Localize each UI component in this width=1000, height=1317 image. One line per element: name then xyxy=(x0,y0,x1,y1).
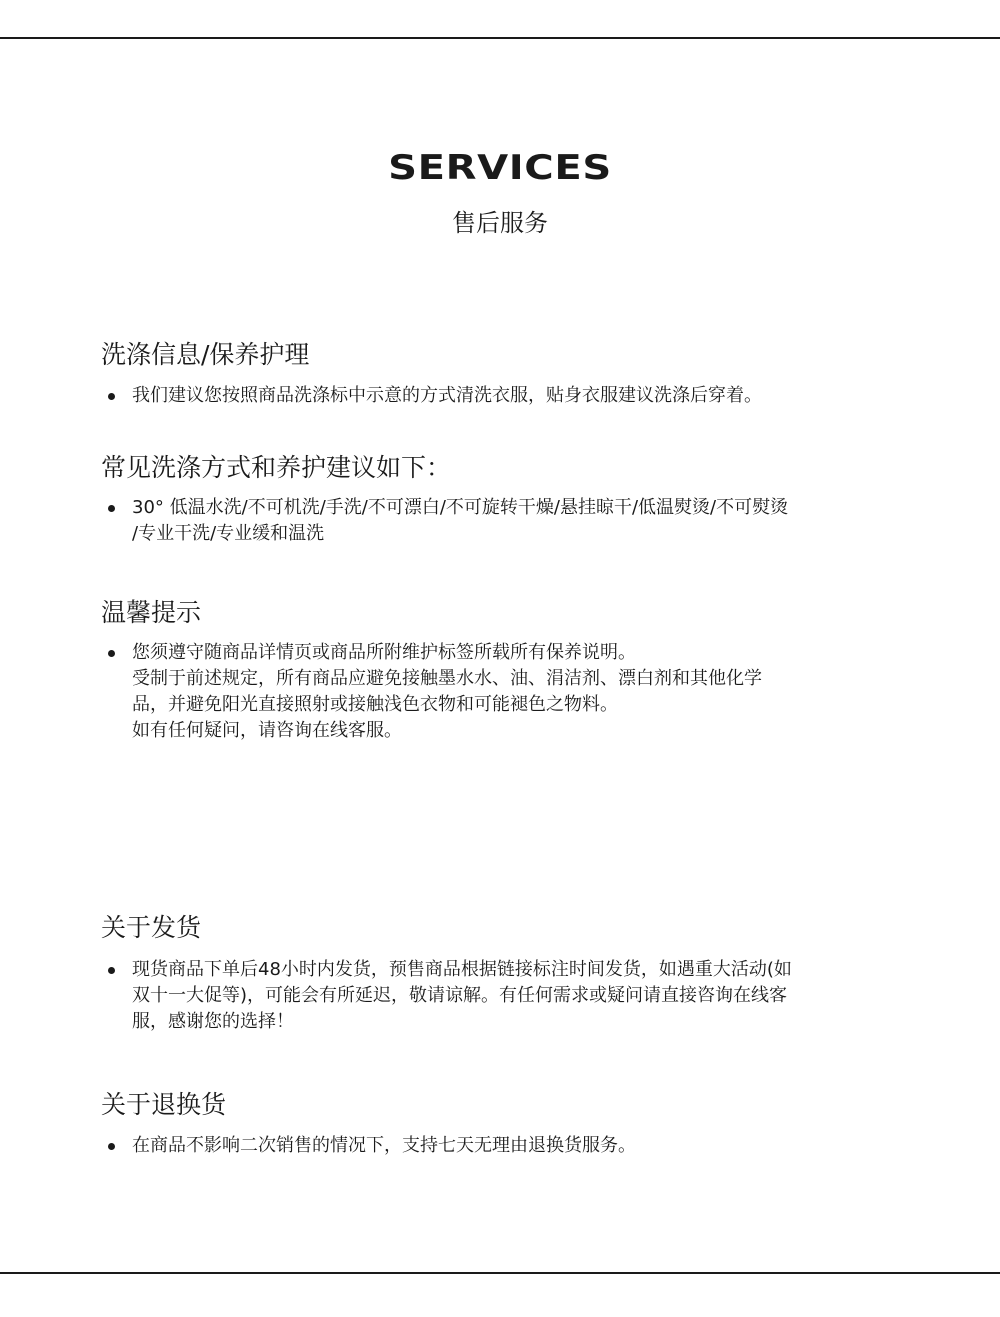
list-item-text: 受制于前述规定，所有商品应避免接触墨水水、油、涓洁剂、漂白剂和其他化学 xyxy=(132,668,762,689)
list-item-text: 双十一大促等)，可能会有所延迟，敬请谅解。有任何需求或疑问请直接咨询在线客 xyxy=(132,985,788,1006)
bullet-list xyxy=(0,640,1000,744)
list-item xyxy=(0,495,910,547)
bullet-list xyxy=(0,383,1000,409)
list-item-text: 您须遵守随商品详情页或商品所附维护标签所载所有保养说明。 xyxy=(132,642,636,663)
list-item-text: 品，并避免阳光直接照射或接触浅色衣物和可能褪色之物料。 xyxy=(132,694,618,715)
list-item-text: /专业干洗/专业缓和温洗 xyxy=(132,523,325,544)
list-item xyxy=(0,1133,910,1159)
bottom-divider xyxy=(0,1272,1000,1274)
section-heading: 关于发货 xyxy=(101,913,202,942)
list-item-text: 服，感谢您的选择！ xyxy=(132,1011,294,1032)
section-heading: 关于退换货 xyxy=(101,1090,227,1119)
list-item-text: 现货商品下单后48小时内发货，预售商品根据链接标注时间发货，如遇重大活动(如 xyxy=(132,959,792,980)
bullet-icon xyxy=(108,393,115,400)
bullet-list xyxy=(0,495,1000,547)
bullet-list xyxy=(0,1133,1000,1159)
bullet-list xyxy=(0,957,1000,1035)
list-item-text: 在商品不影响二次销售的情况下，支持七天无理由退换货服务。 xyxy=(132,1135,636,1156)
section-heading: 洗涤信息/保养护理 xyxy=(101,340,310,369)
section-heading: 常见洗涤方式和养护建议如下： xyxy=(101,453,452,482)
bullet-icon xyxy=(108,1143,115,1150)
list-item xyxy=(0,383,910,409)
section-heading: 温馨提示 xyxy=(101,598,202,627)
page-subtitle: 售后服务 xyxy=(452,209,548,237)
list-item-text: 如有任何疑问，请咨询在线客服。 xyxy=(132,720,402,741)
list-item xyxy=(0,957,910,1035)
list-item-text: 30° 低温水洗/不可机洗/手洗/不可漂白/不可旋转干燥/悬挂晾干/低温熨烫/不可熨烫 xyxy=(132,497,789,518)
top-divider xyxy=(0,37,1000,39)
bullet-icon xyxy=(108,505,115,512)
page-title: SERVICES xyxy=(388,148,612,188)
bullet-icon xyxy=(108,967,115,974)
bullet-icon xyxy=(108,650,115,657)
list-item-text: 我们建议您按照商品洗涤标中示意的方式清洗衣服，贴身衣服建议洗涤后穿着。 xyxy=(132,385,762,406)
list-item xyxy=(0,640,910,744)
